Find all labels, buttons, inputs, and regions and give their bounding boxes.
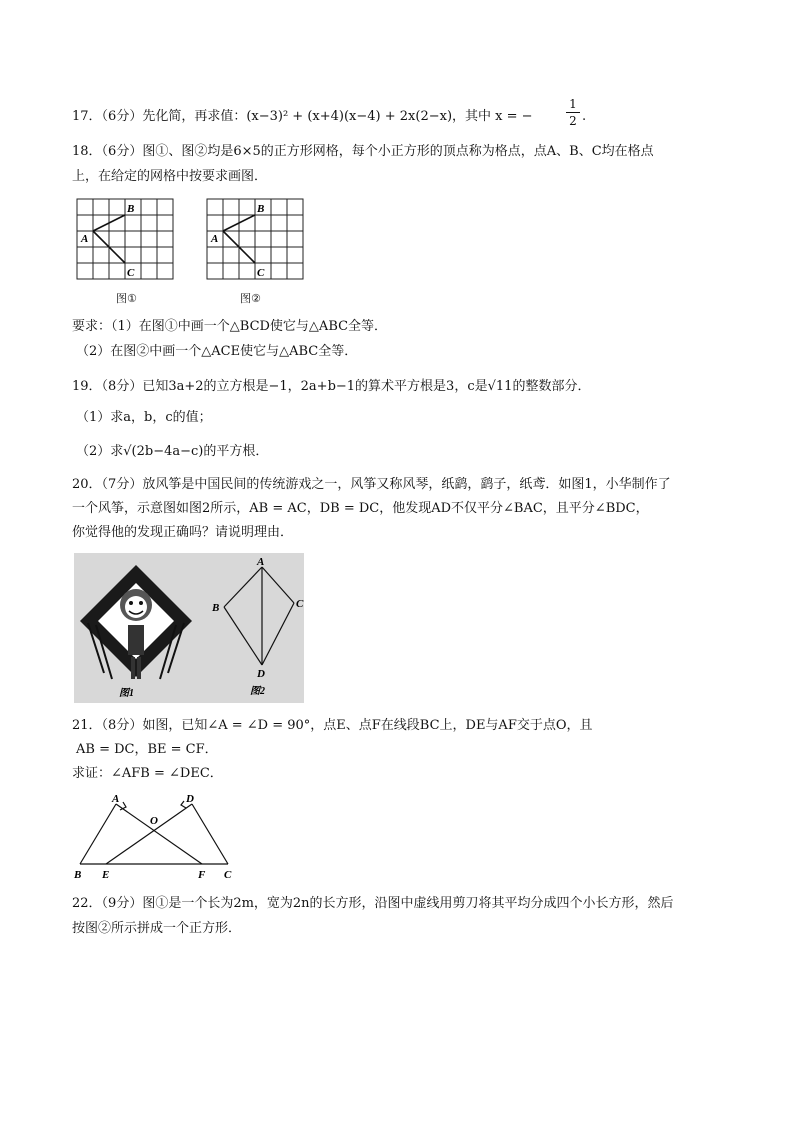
q20-line2: 一个风筝，示意图如图2所示，AB = AC，DB = DC，他发现AD不仅平分∠BAC，且平分∠BDC，	[72, 501, 649, 516]
q21-label-o: O	[150, 815, 158, 827]
q17-fraction-numerator: 1	[569, 97, 577, 111]
q18-fig1-caption: 图①	[116, 292, 137, 305]
grid2-label-c: C	[257, 267, 265, 279]
q20-line3: 你觉得他的发现正确吗？请说明理由．	[72, 525, 294, 540]
q18-requirement-1: 要求：（1）在图①中画一个△BCD使它与△ABC全等．	[72, 319, 388, 334]
kite-label-b: B	[212, 602, 220, 614]
q18-requirement-2: （2）在图②中画一个△ACE使它与△ABC全等．	[76, 344, 358, 359]
q22-line2: 按图②所示拼成一个正方形．	[72, 921, 242, 936]
q17-fraction	[566, 97, 580, 128]
q19-sub1: （1）求a，b，c的值；	[76, 410, 212, 425]
grid1-label-c: C	[127, 267, 135, 279]
q18-grid-figure-2	[206, 198, 306, 286]
q19-line1: 19．（8分）已知3a+2的立方根是−1，2a+b−1的算术平方根是3，c是√11的整数部分．	[72, 379, 591, 394]
q20-fig1-caption: 图1	[119, 688, 134, 699]
q18-line1: 18．（6分）图①、图②均是6×5的正方形网格，每个小正方形的顶点称为格点，点A、B、C均在格点	[72, 144, 654, 159]
q21-svg	[72, 790, 242, 882]
q21-line2: AB = DC，BE = CF．	[76, 742, 218, 757]
q21-label-c: C	[224, 869, 232, 881]
grid2-label-b: B	[257, 203, 265, 215]
kite-diagram-svg	[210, 555, 310, 683]
kite-label-d: D	[257, 668, 265, 680]
q18-line2: 上，在给定的网格中按要求画图．	[72, 169, 268, 184]
q20-kite-diagram	[210, 555, 310, 687]
grid-svg-1	[76, 198, 176, 282]
q21-label-e: E	[102, 869, 110, 881]
q17-line	[72, 108, 533, 126]
q21-label-a: A	[112, 793, 120, 805]
q21-line3: 求证：∠AFB = ∠DEC．	[72, 766, 223, 781]
q21-figure	[72, 790, 242, 886]
q21-label-f: F	[198, 869, 206, 881]
kite-label-c: C	[296, 598, 304, 610]
kite-label-a: A	[257, 556, 265, 568]
q18-fig2-caption: 图②	[240, 292, 261, 305]
grid-svg-2	[206, 198, 306, 282]
q22-line1: 22．（9分）图①是一个长为2m，宽为2n的长方形，沿图中虚线用剪刀将其平均分成四个小长方形，然后	[72, 896, 674, 911]
grid2-label-a: A	[211, 233, 219, 245]
q21-line1: 21．（8分）如图，已知∠A = ∠D = 90°，点E、点F在线段BC上，DE与AF交于点O，且	[72, 718, 593, 733]
q17-end: .	[582, 109, 587, 124]
q21-label-b: B	[74, 869, 82, 881]
q17-lead: 17．（6分）先化简，再求值：	[72, 109, 247, 124]
q19-sub2: （2）求√(2b−4a−c)的平方根．	[76, 444, 269, 459]
q17-fraction-denominator: 2	[569, 114, 577, 128]
grid1-label-a: A	[81, 233, 89, 245]
q17-expression: (x−3)² + (x+4)(x−4) + 2x(2−x)，其中 x = −	[246, 109, 533, 124]
grid1-label-b: B	[127, 203, 135, 215]
q20-line1: 20．（7分）放风筝是中国民间的传统游戏之一，风筝又称风琴，纸鹞，鹞子，纸鸢．如图1，小华制作了	[72, 477, 671, 492]
q20-fig2-caption: 图2	[250, 686, 265, 697]
q21-label-d: D	[186, 793, 194, 805]
q18-grid-figure-1	[76, 198, 176, 286]
